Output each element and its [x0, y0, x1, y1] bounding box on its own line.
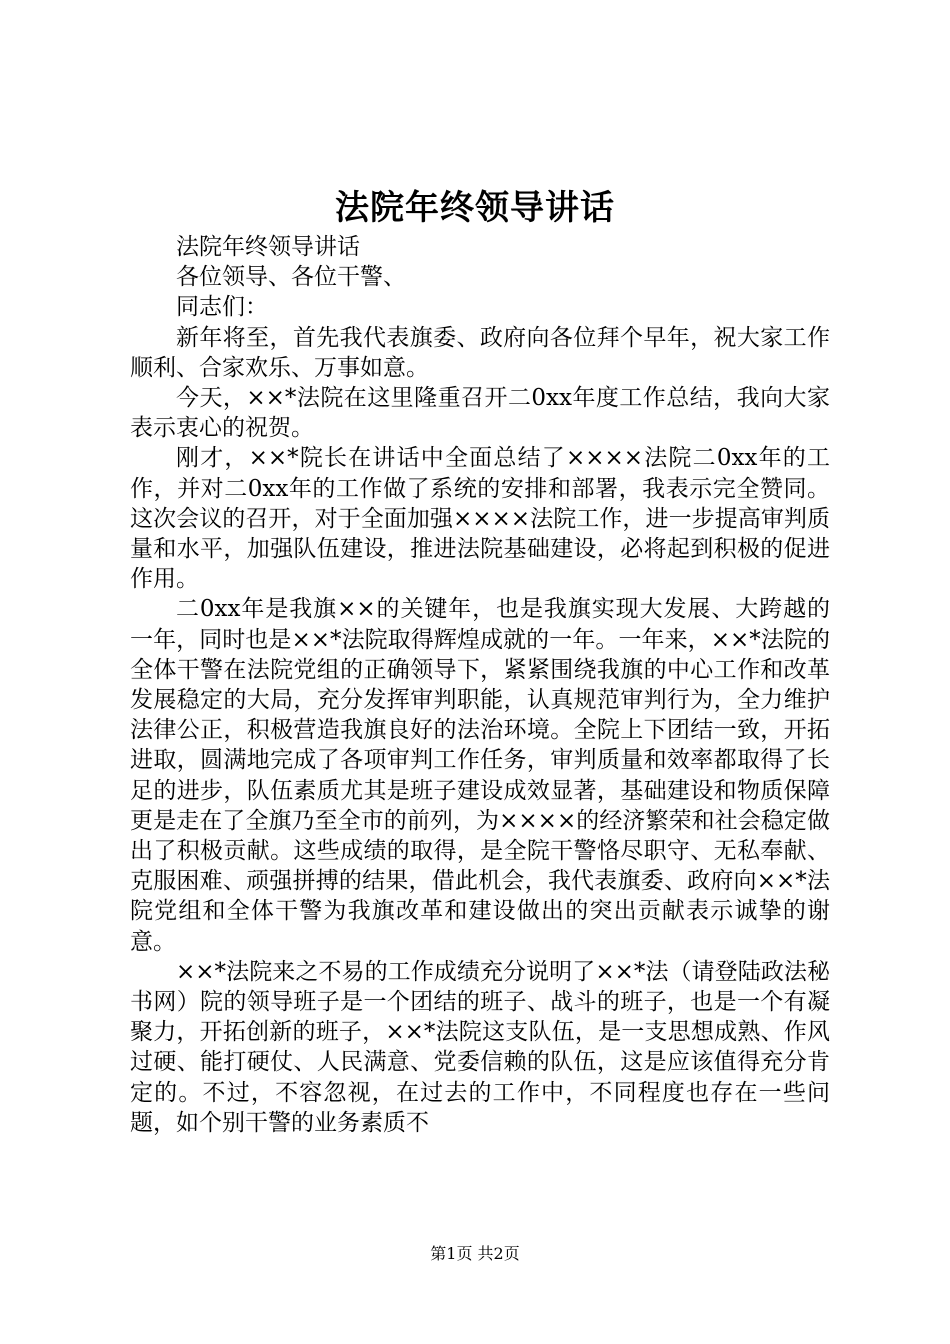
document-title: 法院年终领导讲话 — [335, 188, 615, 228]
paragraph-salutation-1: 各位领导、各位干警、 — [176, 264, 406, 291]
paragraph-achievements: 二0xx年是我旗××的关键年，也是我旗实现大发展、大跨越的一年，同时也是××*法院取得辉煌成就的一年。一年来，××*法院的全体干警在法院党组的正确领导下，紧紧围绕我旗的中心工作和改革发展稳定的大局，充分发挥审判职能，认真规范审判行为，全力维护法律公正，积极营造我旗良好的法治环境。全院上下团结一致，开拓进取，圆满地完成了各项审判工作任务，审判质量和效率都取得了长足的进步，队伍素质尤其是班子建设成效显著，基础建设和物质保障更是走在了全旗乃至全市的前列，为××××的经济繁荣和社会稳定做出了积极贡献。这些成绩的取得，是全院干警恪尽职守、无私奉献、克服困难、顽强拼搏的结果，借此机会，我代表旗委、政府向××*法院党组和全体干警为我旗改革和建设做出的突出贡献表示诚挚的谢意。 — [130, 596, 830, 955]
paragraph-greeting: 新年将至，首先我代表旗委、政府向各位拜个早年，祝大家工作顺利、合家欢乐、万事如意。 — [130, 324, 830, 381]
paragraph-summary: 刚才，××*院长在讲话中全面总结了××××法院二0xx年的工作，并对二0xx年的工作做了系统的安排和部署，我表示完全赞同。这次会议的召开，对于全面加强××××法院工作，进一步提高审判质量和水平，加强队伍建设，推进法院基础建设，必将起到积极的促进作用。 — [130, 445, 830, 593]
paragraph-congratulation: 今天，××*法院在这里隆重召开二0xx年度工作总结，我向大家表示衷心的祝贺。 — [130, 385, 830, 442]
paragraph-salutation-2: 同志们： — [176, 294, 268, 321]
paragraph-heading: 法院年终领导讲话 — [176, 234, 360, 260]
paragraph-evaluation: ××*法院来之不易的工作成绩充分说明了××*法（请登陆政法秘书网）院的领导班子是一个团结的班子、战斗的班子，也是一个有凝聚力，开拓创新的班子，××*法院这支队伍，是一支思想成熟、作风过硬、能打硬仗、人民满意、党委信赖的队伍，这是应该值得充分肯定的。不过，不容忽视，在过去的工作中，不同程度也存在一些问题，如个别干警的业务素质不 — [130, 958, 830, 1136]
page-number-footer: 第1页 共2页 — [430, 1244, 520, 1263]
document-body — [130, 232, 830, 1138]
